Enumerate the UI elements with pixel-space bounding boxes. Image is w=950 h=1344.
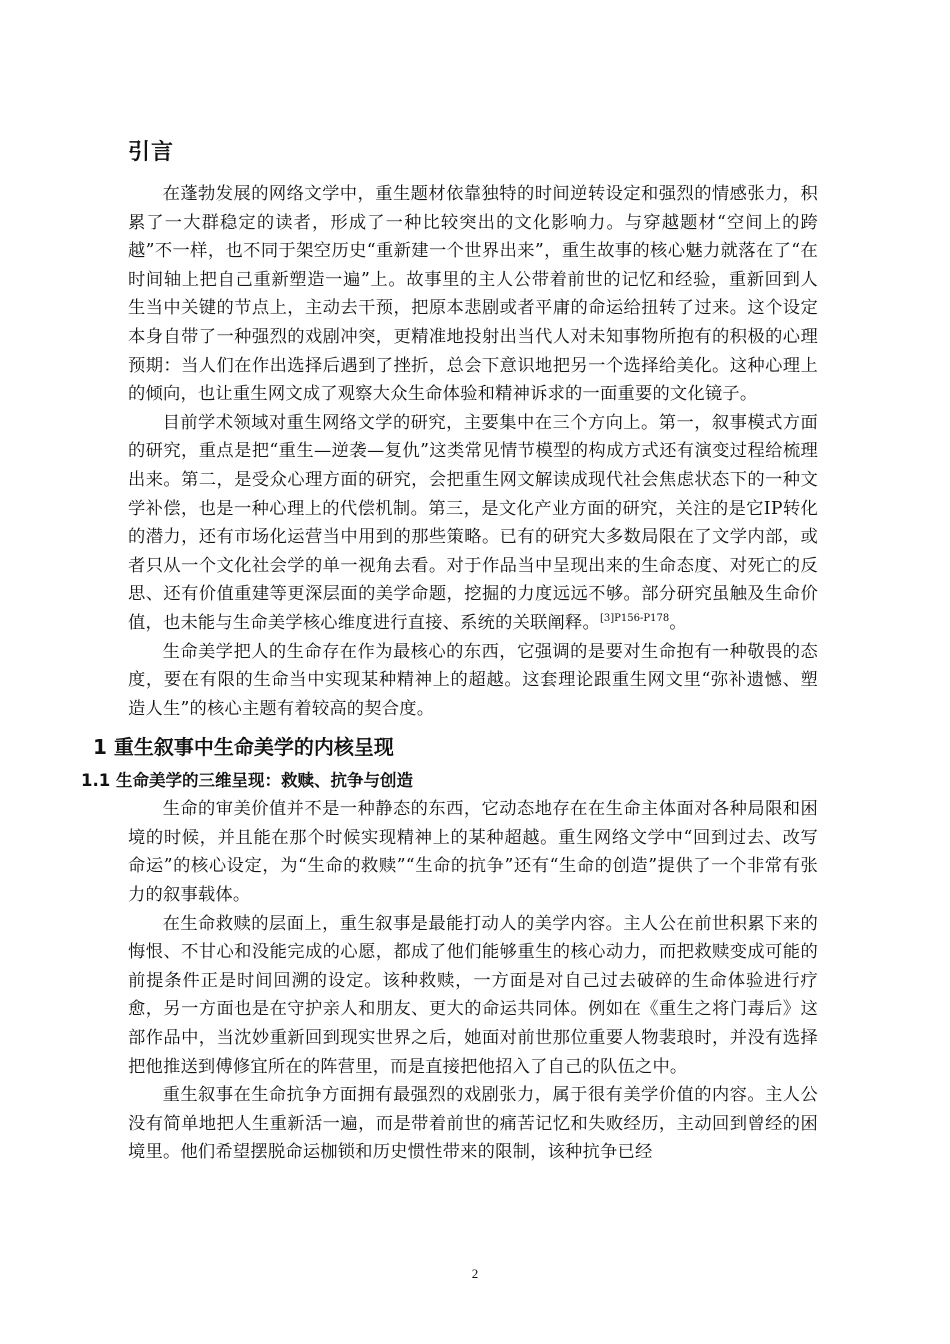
citation-period: 。 [669,612,687,633]
body-paragraph-3: 重生叙事在生命抗争方面拥有最强烈的戏剧张力，属于很有美学价值的内容。主人公没有简单地把人生重新活一遍，而是带着前世的痛苦记忆和失败经历，主动回到曾经的困境里。他们希望摆脱命运枷锁和历史惯性带来的限制，该种抗争已经 [128,1085,818,1163]
intro-paragraph-2-text: 目前学术领域对重生网络文学的研究，主要集中在三个方向上。第一，叙事模式方面的研究，重点是把“重生—逆袭—复仇”这类常见情节模型的构成方式还有演变过程给梳理出来。第二，是受众心理方面的研究，会把重生网文解读成现代社会焦虑状态下的一种文学补偿，也是一种心理上的代偿机制。第三，是文化产业方面的研究，关注的是它IP转化的潜力，还有市场化运营当中用到的那些策略。已有的研究大多数局限在了文学内部，或者只从一个文化社会学的单一视角去看。对于作品当中呈现出来的生命态度、对死亡的反思、还有价值重建等更深层面的美学命题，挖掘的力度远远不够。部分研究虽触及生命价值，也未能与生命美学核心维度进行直接、系统的关联阐释。 [128,412,818,633]
section-heading-intro: 引言 [128,140,175,165]
page-body [81,136,818,1167]
section-heading-1: 1 重生叙事中生命美学的内核呈现 [93,735,394,760]
subsection-heading-1-1: 1.1 生命美学的三维呈现：救赎、抗争与创造 [81,771,413,791]
body-paragraph-2: 在生命救赎的层面上，重生叙事是最能打动人的美学内容。主人公在前世积累下来的悔恨、不甘心和没能完成的心愿，都成了他们能够重生的核心动力，而把救赎变成可能的前提条件正是时间回溯的设定。该种救赎，一方面是对自己过去破碎的生命体验进行疗愈，另一方面也是在守护亲人和朋友、更大的命运共同体。例如在《重生之将门毒后》这部作品中，当沈妙重新回到现实世界之后，她面对前世那位重要人物裴琅时，并没有选择把他推送到傅修宜所在的阵营里，而是直接把他招入了自己的队伍之中。 [128,913,818,1077]
body-paragraph-1: 生命的审美价值并不是一种静态的东西，它动态地存在在生命主体面对各种局限和困境的时候，并且能在那个时候实现精神上的某种超越。重生网络文学中“回到过去、改写命运”的核心设定，为“生命的救赎”“生命的抗争”还有“生命的创造”提供了一个非常有张力的叙事载体。 [128,799,818,906]
intro-paragraph-1: 在蓬勃发展的网络文学中，重生题材依靠独特的时间逆转设定和强烈的情感张力，积累了一大群稳定的读者，形成了一种比较突出的文化影响力。与穿越题材“空间上的跨越”不一样，也不同于架空历史“重新建一个世界出来”，重生故事的核心魅力就落在了“在时间轴上把自己重新塑造一遍”上。故事里的主人公带着前世的记忆和经验，重新回到人生当中关键的节点上，主动去干预，把原本悲剧或者平庸的命运给扭转了过来。这个设定本身自带了一种强烈的戏剧冲突，更精准地投射出当代人对未知事物所抱有的积极的心理预期：当人们在作出选择后遇到了挫折，总会下意识地把另一个选择给美化。这种心理上的倾向，也让重生网文成了观察大众生命体验和精神诉求的一面重要的文化镜子。 [128,184,818,405]
citation-reference: [3]P156-P178 [600,613,670,625]
intro-paragraph-2 [128,409,818,638]
intro-paragraph-3: 生命美学把人的生命存在作为最核心的东西，它强调的是要对生命抱有一种敬畏的态度，要在有限的生命当中实现某种精神上的超越。这套理论跟重生网文里“弥补遗憾、塑造人生”的核心主题有着较高的契合度。 [128,641,818,719]
page-number: 2 [471,1266,479,1281]
